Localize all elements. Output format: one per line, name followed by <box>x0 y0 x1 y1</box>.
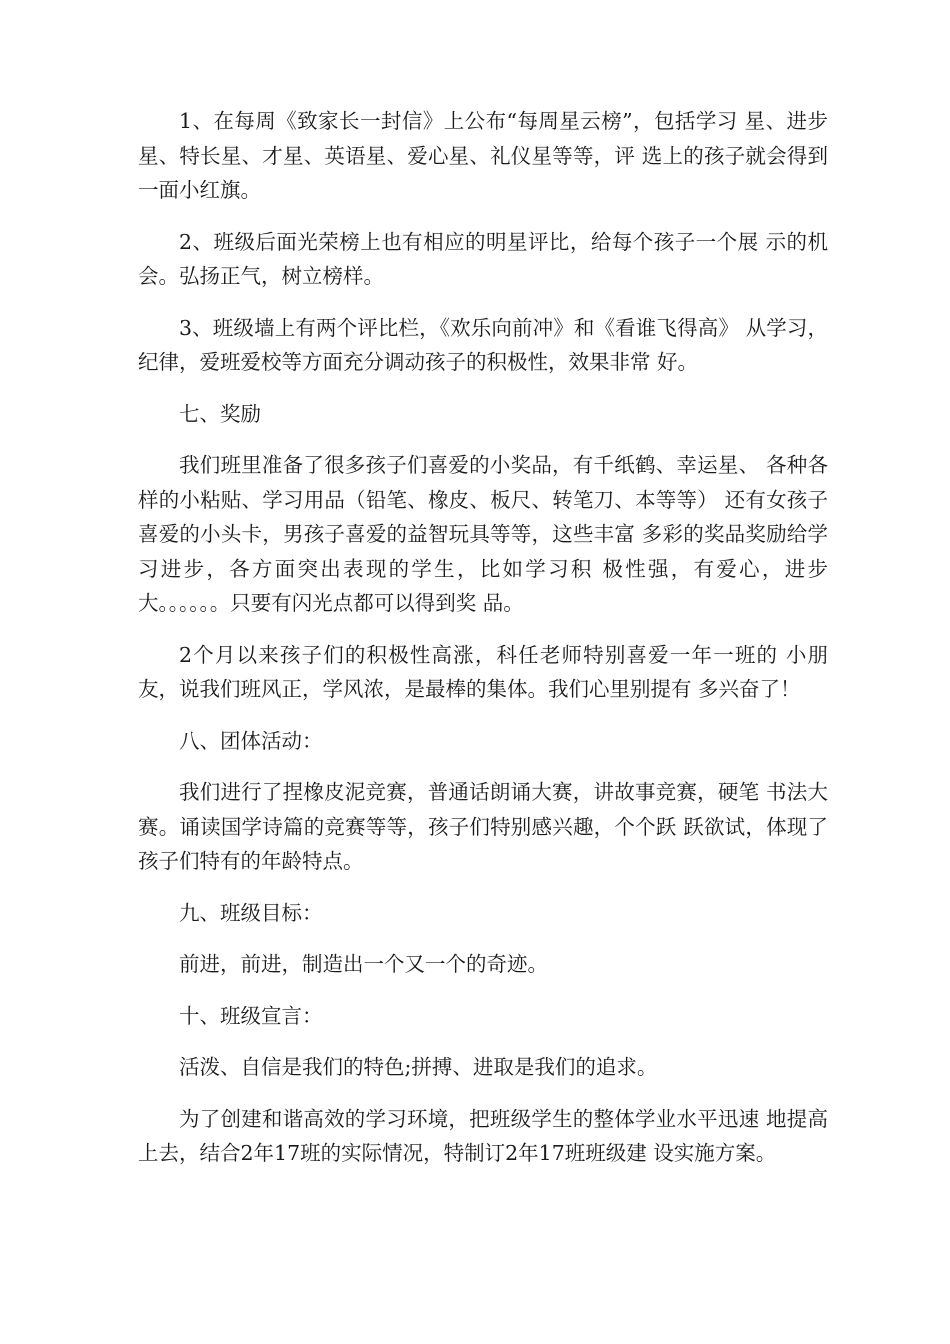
paragraph-plan-intro: 为了创建和谐高效的学习环境，把班级学生的整体学业水平迅速 地提高上去，结合2年17班的实际情况，特制订2年17班班级建 设实施方案。 <box>138 1106 828 1165</box>
paragraph-rewards: 我们班里准备了很多孩子们喜爱的小奖品，有千纸鹤、幸运星、 各种各样的小粘贴、学习用品（铅笔、橡皮、板尺、转笔刀、本等等） 还有女孩子喜爱的小头卡，男孩子喜爱的益智玩具等等，这些丰富 多彩的奖品奖励给学习进步，各方面突出表现的学生，比如学习积 极性强，有爱心，进步大。。。。。。只要有闪光点都可以得到奖 品。 <box>138 453 828 615</box>
section-heading-class-goal: 九、班级目标： <box>179 900 323 925</box>
paragraph-weekly-stars: 1、在每周《致家长一封信》上公布“每周星云榜”，包括学习 星、进步星、特长星、才星、英语星、爱心星、礼仪星等等，评 选上的孩子就会得到一面小红旗。 <box>138 109 828 202</box>
paragraph-class-goal: 前进，前进，制造出一个又一个的奇迹。 <box>179 952 548 976</box>
document-body <box>138 104 828 1188</box>
paragraph-honor-board: 2、班级后面光荣榜上也有相应的明星评比，给每个孩子一个展 示的机会。弘扬正气，树立榜样。 <box>138 229 828 288</box>
paragraph-enthusiasm: 2个月以来孩子们的积极性高涨，科任老师特别喜爱一年一班的 小朋友，说我们班风正，学风浓，是最棒的集体。我们心里别提有 多兴奋了！ <box>138 642 828 701</box>
section-heading-rewards: 七、奖励 <box>179 401 261 426</box>
paragraph-wall-columns: 3、班级墙上有两个评比栏，《欢乐向前冲》和《看谁飞得高》 从学习，纪律，爱班爱校等方面充分调动孩子的积极性，效果非常 好。 <box>138 315 828 374</box>
paragraph-class-declaration: 活泼、自信是我们的特色;拼搏、进取是我们的追求。 <box>179 1055 658 1079</box>
section-heading-group-activities: 八、团体活动： <box>179 728 323 753</box>
section-heading-class-declaration: 十、班级宣言： <box>179 1003 323 1028</box>
paragraph-group-activities: 我们进行了捏橡皮泥竞赛，普通话朗诵大赛，讲故事竞赛，硬笔 书法大赛。诵读国学诗篇的竞赛等等，孩子们特别感兴趣，个个跃 跃欲试，体现了孩子们特有的年龄特点。 <box>138 780 828 873</box>
